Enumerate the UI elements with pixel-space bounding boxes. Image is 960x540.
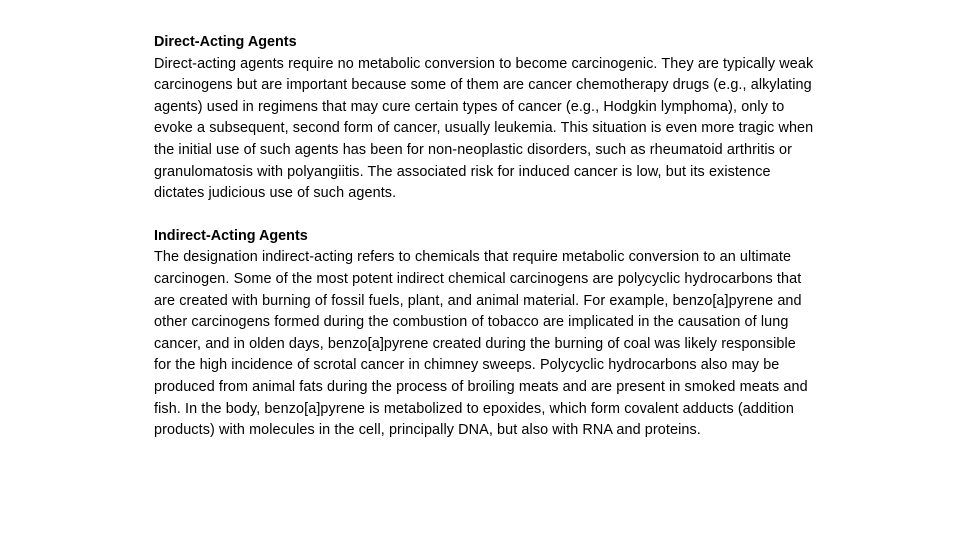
section-heading: Direct-Acting Agents	[154, 34, 297, 50]
section-body: The designation indirect-acting refers to chemicals that require metabolic conversion to an ultimate carcinogen. Some of the most potent indirect chemical carcinogens are polycyclic hydrocarbons that are created with burning of fossil fuels, plant, and animal material. For example, benzo[a]pyrene and other carcinogens formed during the combustion of tobacco are implicated in the causation of lung cancer, and in olden days, benzo[a]pyrene created during the burning of coal was likely responsible for the high incidence of scrotal cancer in chimney sweeps. Polycyclic hydrocarbons also may be produced from animal fats during the process of broiling meats and are present in smoked meats and fish. In the body, benzo[a]pyrene is metabolized to epoxides, which form covalent adducts (addition products) with molecules in the cell, principally DNA, but also with RNA and proteins.	[154, 249, 808, 439]
section-indirect-acting-agents	[154, 226, 814, 442]
text-content	[154, 32, 814, 442]
section-direct-acting-agents	[154, 32, 814, 205]
section-body: Direct-acting agents require no metabolic conversion to become carcinogenic. They are typically weak carcinogens but are important because some of them are cancer chemotherapy drugs (e.g., alkylating agents) used in regimens that may cure certain types of cancer (e.g., Hodgkin lymphoma), only to evoke a subsequent, second form of cancer, usually leukemia. This situation is even more tragic when the initial use of such agents has been for non-neoplastic disorders, such as rheumatoid arthritis or granulomatosis with polyangiitis. The associated risk for induced cancer is low, but its existence dictates judicious use of such agents.	[154, 55, 814, 202]
section-heading: Indirect-Acting Agents	[154, 227, 308, 244]
